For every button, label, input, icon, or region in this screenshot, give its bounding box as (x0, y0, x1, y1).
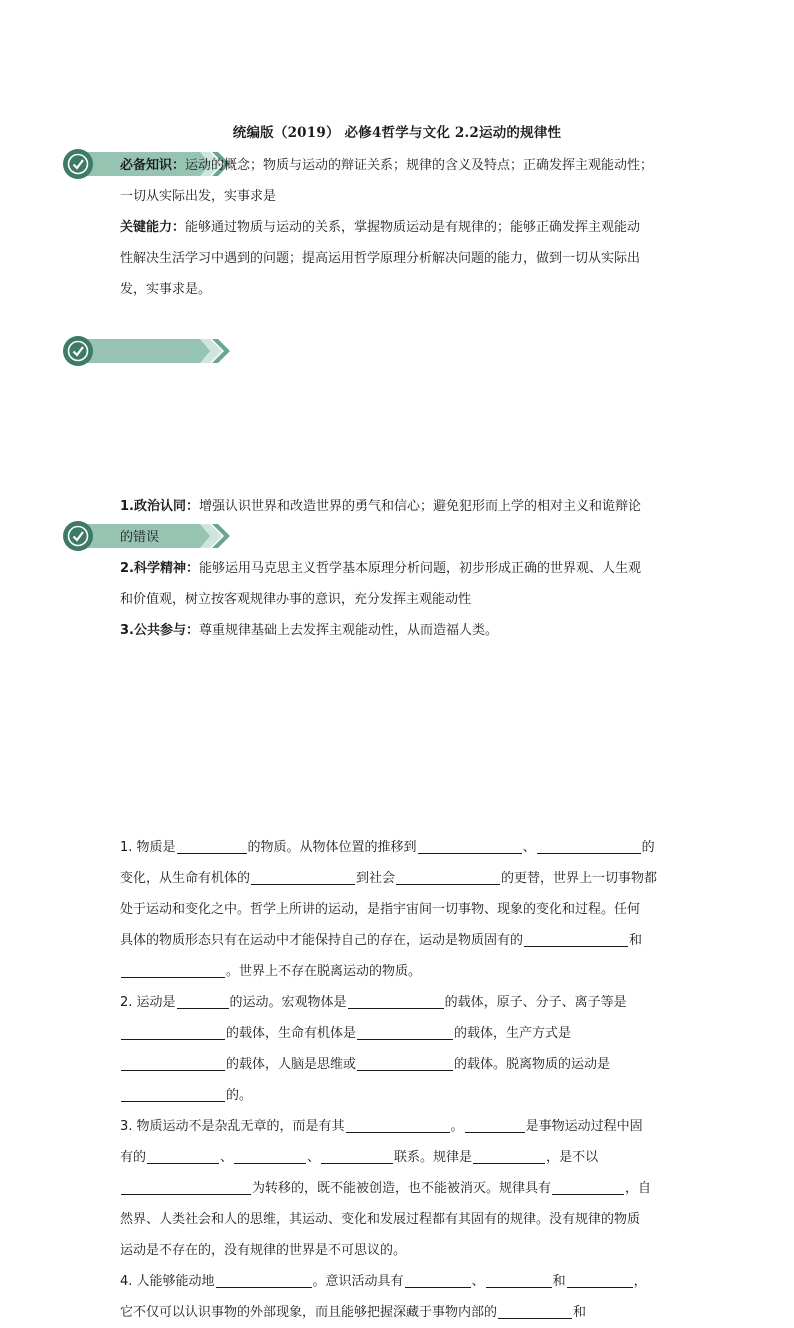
question-1-line-5 (120, 956, 680, 987)
q2-text: 2. 运动是 (120, 995, 176, 1010)
question-2-line-4 (120, 1080, 680, 1111)
q4-text: 、 (471, 1274, 485, 1289)
answer-blank[interactable] (418, 852, 522, 854)
q1-text: 到社会 (356, 871, 396, 886)
question-3-line-5: 运动是不存在的，没有规律的世界是不可思议的。 (120, 1243, 407, 1258)
answer-blank[interactable] (473, 1162, 545, 1164)
answer-blank[interactable] (216, 1286, 312, 1288)
answer-blank[interactable] (498, 1317, 572, 1319)
q1-text: 具体的物质形态只有在运动中才能保持自己的存在，运动是物质固有的 (120, 933, 524, 948)
q3-text: 、 (220, 1150, 234, 1165)
q1-text: 的更替，世界上一切事物都 (501, 871, 658, 886)
q2-text: 的载体，原子、分子、离子等是 (444, 995, 627, 1010)
answer-blank[interactable] (121, 1100, 225, 1102)
text-science-2: 和价值观，树立按客观规律办事的意识，充分发挥主观能动性 (120, 592, 472, 607)
page-title: 统编版（2019） 必修4哲学与文化 2.2运动的规律性 (232, 125, 562, 141)
label-science: 2.科学精神： (120, 561, 199, 576)
q2-text: 的载体，生命有机体是 (226, 1026, 357, 1041)
q3-text: 为转移的，既不能被创造，也不能被消灭。规律具有 (252, 1181, 552, 1196)
q3-text: 3. 物质运动不是杂乱无章的，而是有其 (120, 1119, 345, 1134)
q1-text: 的物质。从物体位置的推移到 (247, 840, 417, 855)
q1-text: 和 (629, 933, 643, 948)
q3-text: ，是不以 (546, 1150, 599, 1165)
q1-text: 、 (522, 840, 536, 855)
section-banner-literacy (60, 333, 230, 369)
q3-text: 。 (450, 1119, 464, 1134)
q2-text: 的运动。宏观物体是 (229, 995, 347, 1010)
answer-blank[interactable] (177, 852, 247, 854)
answer-blank[interactable] (121, 1069, 225, 1071)
answer-blank[interactable] (121, 976, 225, 978)
text-public: 尊重规律基础上去发挥主观能动性，从而造福人类。 (198, 623, 498, 638)
label-knowledge: 必备知识： (120, 158, 186, 173)
text-ability-1: 能够通过物质与运动的关系，掌握物质运动是有规律的；能够正确发挥主观能动 (185, 220, 641, 235)
section-literacy (120, 491, 680, 646)
q4-text: 和 (552, 1274, 566, 1289)
answer-blank[interactable] (147, 1162, 219, 1164)
answer-blank[interactable] (524, 945, 628, 947)
q2-text: 的。 (226, 1088, 253, 1103)
q2-text: 的载体，人脑是思维或 (226, 1057, 357, 1072)
question-4-line-2 (120, 1297, 680, 1328)
q1-text: 的 (641, 840, 655, 855)
answer-blank[interactable] (465, 1131, 525, 1133)
q1-text: 。世界上不存在脱离运动的物质。 (226, 964, 422, 979)
label-ability: 关键能力： (120, 220, 186, 235)
question-4-line-1 (120, 1266, 680, 1297)
question-1-line-4 (120, 925, 680, 956)
answer-blank[interactable] (357, 1069, 453, 1071)
question-3-line-3 (120, 1173, 680, 1204)
text-ability-3: 发，实事求是。 (120, 282, 212, 297)
q3-text: 是事物运动过程中固 (525, 1119, 643, 1134)
text-political-2: 的错误 (120, 530, 160, 545)
answer-blank[interactable] (537, 852, 641, 854)
question-1-line-3: 处于运动和变化之中。哲学上所讲的运动，是指宇宙间一切事物、现象的变化和过程。任何 (120, 902, 641, 917)
question-3-line-1 (120, 1111, 680, 1142)
check-badge-icon (63, 149, 93, 179)
section-exercises (120, 832, 680, 1328)
answer-blank[interactable] (177, 1007, 229, 1009)
answer-blank[interactable] (486, 1286, 552, 1288)
q4-text: 和 (573, 1305, 587, 1320)
label-political: 1.政治认同： (120, 499, 199, 514)
answer-blank[interactable] (552, 1193, 624, 1195)
check-badge-icon (63, 336, 93, 366)
q1-text: 1. 物质是 (120, 840, 176, 855)
answer-blank[interactable] (357, 1038, 453, 1040)
q4-text: 。意识活动具有 (312, 1274, 404, 1289)
text-science-1: 能够运用马克思主义哲学基本原理分析问题，初步形成正确的世界观、人生观 (198, 561, 641, 576)
question-2-line-2 (120, 1018, 680, 1049)
text-political-1: 增强认识世界和改造世界的勇气和信心；避免犯形而上学的相对主义和诡辩论 (198, 499, 641, 514)
question-2-line-1 (120, 987, 680, 1018)
q4-text: ， (633, 1274, 647, 1289)
q3-text: 有的 (120, 1150, 147, 1165)
question-3-line-2 (120, 1142, 680, 1173)
answer-blank[interactable] (405, 1286, 471, 1288)
answer-blank[interactable] (251, 883, 355, 885)
answer-blank[interactable] (121, 1038, 225, 1040)
answer-blank[interactable] (321, 1162, 393, 1164)
question-1-line-1 (120, 832, 680, 863)
question-2-line-3 (120, 1049, 680, 1080)
check-badge-icon (63, 521, 93, 551)
q3-text: ，自 (625, 1181, 652, 1196)
q4-text: 4. 人能够能动地 (120, 1274, 215, 1289)
answer-blank[interactable] (348, 1007, 444, 1009)
q2-text: 的载体。脱离物质的运动是 (454, 1057, 611, 1072)
answer-blank[interactable] (567, 1286, 633, 1288)
banner-graphic (60, 333, 230, 369)
q1-text: 变化，从生命有机体的 (120, 871, 251, 886)
question-1-line-2 (120, 863, 680, 894)
answer-blank[interactable] (234, 1162, 306, 1164)
text-knowledge-2: 一切从实际出发，实事求是 (120, 189, 277, 204)
q2-text: 的载体，生产方式是 (454, 1026, 572, 1041)
label-public: 3.公共参与： (120, 623, 199, 638)
answer-blank[interactable] (121, 1193, 251, 1195)
answer-blank[interactable] (346, 1131, 450, 1133)
question-3-line-4: 然界、人类社会和人的思维，其运动、变化和发展过程都有其固有的规律。没有规律的物质 (120, 1212, 641, 1227)
q3-text: 联系。规律是 (394, 1150, 473, 1165)
answer-blank[interactable] (396, 883, 500, 885)
section-knowledge (120, 150, 680, 305)
text-ability-2: 性解决生活学习中遇到的问题；提高运用哲学原理分析解决问题的能力，做到一切从实际出 (120, 251, 641, 266)
q3-text: 、 (307, 1150, 321, 1165)
q4-text: 它不仅可以认识事物的外部现象，而且能够把握深藏于事物内部的 (120, 1305, 498, 1320)
text-knowledge-1: 运动的概念；物质与运动的辩证关系；规律的含义及特点；正确发挥主观能动性； (185, 158, 654, 173)
